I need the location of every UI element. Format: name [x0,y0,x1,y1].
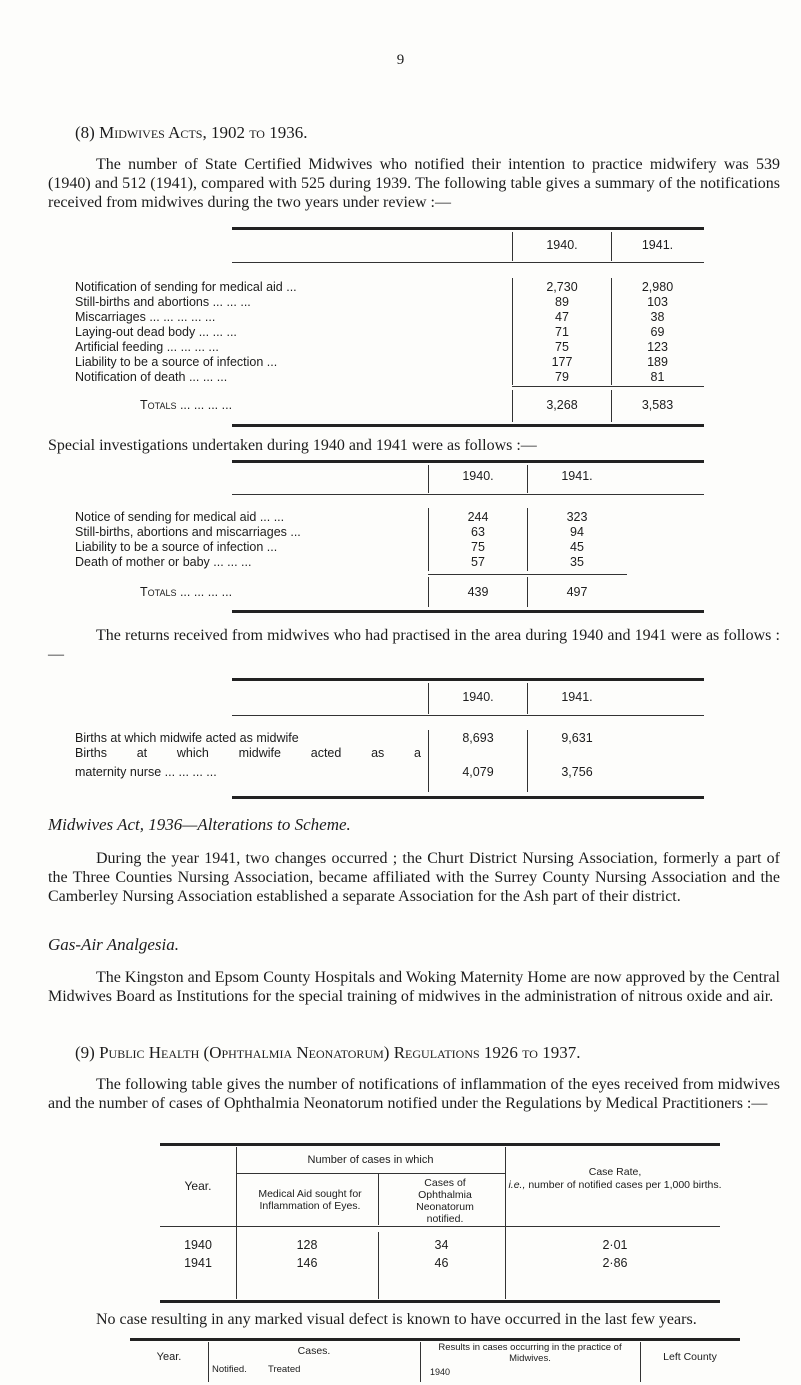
t1-col-1940: 1940. [546,238,578,252]
table-cell: 103 [647,295,668,309]
table-cell: 46 [434,1256,449,1270]
t3-row2-label-b: maternity nurse ... ... ... ... [75,765,217,779]
table-cell: 71 [555,325,569,339]
t3-row2-label-a: Births at which midwife acted as a [75,746,421,760]
table-cell: 81 [650,370,665,384]
section-8-number: (8) [75,123,95,142]
table-cell: 57 [471,555,485,569]
table-row-label: Liability to be a source of infection ... [75,355,278,369]
table-cell: 2,980 [641,280,674,294]
t4-year-values [160,1238,236,1271]
table-cell: 177 [551,355,573,369]
t2-col-1941: 1941. [561,469,593,483]
t2-values-1941 [527,510,627,570]
t2-total-1940: 439 [467,585,489,599]
t5-left-county-header: Left County [663,1351,717,1363]
t5-results-header: Results in cases occurring in the practice of Midwives. [438,1342,622,1364]
table-cell: 69 [650,325,665,339]
t5-row-1940: 1940 [430,1367,451,1377]
table-cell: 45 [570,540,584,554]
t3-row2-1941: 3,756 [561,765,593,779]
table-cell: 89 [555,295,569,309]
t2-row-labels [75,510,435,570]
table-cell: 2·01 [602,1238,628,1252]
table-cell: 1940 [184,1238,212,1252]
table-row-label: Death of mother or baby ... ... ... [75,555,252,569]
t5-treated-header: Treated [268,1364,301,1375]
section-9-heading [75,1043,580,1063]
t5-cases-header: Cases. [297,1345,331,1357]
table-row-label: Notification of death ... ... ... [75,370,228,384]
t2-col-1940: 1940. [462,469,494,483]
t4-medical-values [236,1238,378,1271]
table-cell: 123 [647,340,668,354]
table-cell: 47 [555,310,569,324]
table-row-label: Laying-out dead body ... ... ... [75,325,237,339]
t3-row1-1941: 9,631 [561,731,593,745]
table-row-label: Miscarriages ... ... ... ... ... [75,310,216,324]
t1-col-1941: 1941. [641,238,674,252]
table-cell: 75 [471,540,485,554]
section-9-title: Public Health (Ophthalmia Neonatorum) Regulations 1926 to 1937. [99,1043,581,1062]
table-row-label: Still-births, abortions and miscarriages ... [75,525,301,539]
gas-air-text: The Kingston and Epsom County Hospitals and Woking Maternity Home are now approved by the Central Midwives Board as Institutions for the special training of midwives in the administration of nitrous oxide and air. [48,969,780,1005]
table-cell: 146 [296,1256,318,1270]
special-intro: Special investigations undertaken during 1940 and 1941 were as follows :— [48,437,537,454]
table-cell: 63 [471,525,485,539]
table-cell: 75 [555,340,569,354]
t3-row1-1940: 8,693 [462,731,494,745]
returns-intro: The returns received from midwives who had practised in the area during 1940 and 1941 were as follows :— [48,627,780,663]
table-row-label: Still-births and abortions ... ... ... [75,295,251,309]
table-cell: 38 [650,310,665,324]
t1-totals-label: Totals ... ... ... ... [140,398,233,412]
t4-rate-header: Case Rate, i.e., number of notified cases per 1,000 births. [508,1166,722,1191]
t4-number-header: Number of cases in which [307,1154,434,1166]
t1-total-1940: 3,268 [546,398,578,412]
t2-totals-label: Totals ... ... ... ... [140,585,233,599]
table-cell: 323 [566,510,588,524]
table-row-label: Artificial feeding ... ... ... ... [75,340,219,354]
section-9-number: (9) [75,1043,95,1062]
t2-values-1940 [428,510,528,570]
gas-air-heading: Gas-Air Analgesia. [48,935,179,954]
t1-total-1941: 3,583 [641,398,674,412]
table-cell: 189 [647,355,668,369]
section-8-intro: The number of State Certified Midwives who notified their intention to practice midwifery was 539 (1940) and 512 (1941), compared with 525 during 1939. The following table gives a summary of the notifications received from midwives during the two years under review :— [48,156,780,211]
t5-year-header: Year. [156,1351,182,1363]
table-cell: 79 [555,370,569,384]
table-cell: 34 [434,1238,449,1252]
table-cell: 94 [570,525,584,539]
t2-total-1941: 497 [566,585,588,599]
t1-values-1941 [611,280,704,385]
no-case-text: No case resulting in any marked visual defect is known to have occurred in the last few years. [96,1311,697,1328]
table-cell: 1941 [184,1256,212,1270]
alterations-text: During the year 1941, two changes occurred ; the Churt District Nursing Association, formerly a part of the Three Counties Nursing Association, became affiliated with the Surrey County Nursing Association and the Camberley Nursing Association established a separate Association for the Ash part of their district. [48,850,780,905]
t4-cases-header: Cases of Ophthalmia Neonatorum notified. [416,1177,474,1225]
table-row-label: Notice of sending for medical aid ... ... [75,510,285,524]
t3-row1-label: Births at which midwife acted as midwife [75,731,299,745]
t4-rate-values [505,1238,725,1271]
section-9-intro: The following table gives the number of notifications of inflammation of the eyes received from midwives and the number of cases of Ophthalmia Neonatorum notified under the Regulations by Medical Practitioners :— [48,1076,780,1112]
t5-notified-header: Notified. [212,1364,247,1375]
t3-row2-1940: 4,079 [462,765,494,779]
section-8-heading [75,123,307,143]
t1-row-labels [75,280,515,385]
table-cell: 244 [467,510,489,524]
t1-values-1940 [512,280,612,385]
page-number: 9 [396,52,405,68]
section-8-title: Midwives Acts, 1902 to 1936. [99,123,308,142]
t4-year-header: Year. [184,1179,212,1193]
t4-cases-values [378,1238,505,1271]
t4-medical-aid-header: Medical Aid sought for Inflammation of Eyes. [258,1188,362,1212]
table-cell: 128 [296,1238,318,1252]
t3-col-1941: 1941. [561,690,593,704]
t3-col-1940: 1940. [462,690,494,704]
table-cell: 2,730 [546,280,578,294]
table-cell: 35 [570,555,584,569]
table-cell: 2·86 [602,1256,628,1270]
table-row-label: Notification of sending for medical aid ... [75,280,297,294]
table-row-label: Liability to be a source of infection ... [75,540,278,554]
alterations-heading: Midwives Act, 1936—Alterations to Scheme. [48,815,351,834]
